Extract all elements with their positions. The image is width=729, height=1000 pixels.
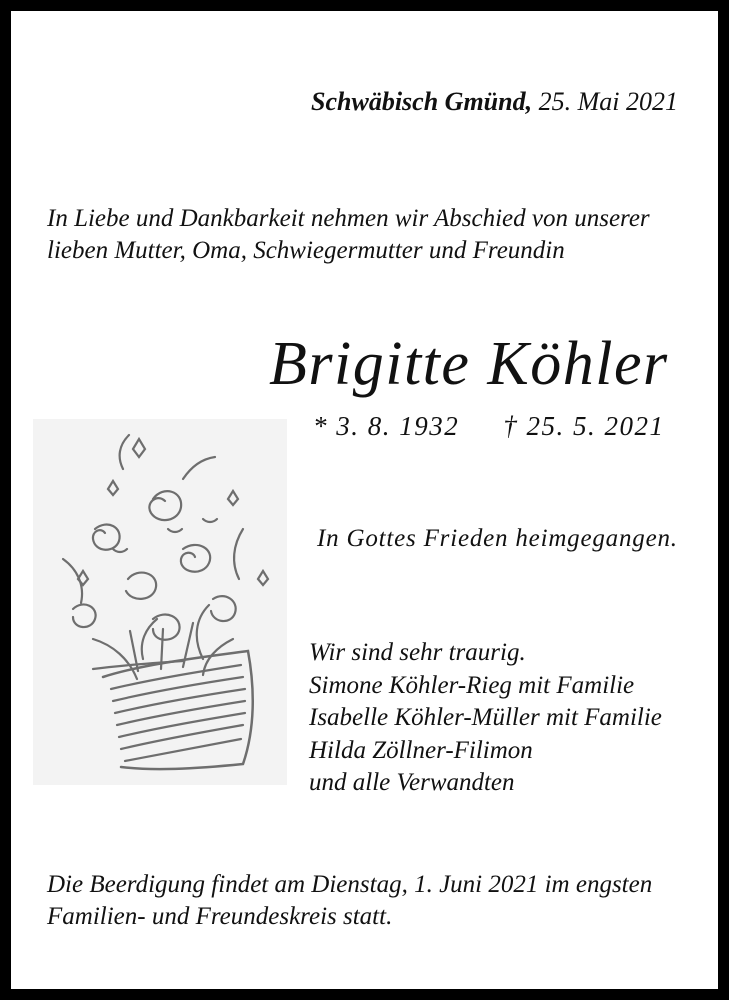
mourner-line: und alle Verwandten — [309, 769, 515, 796]
intro-line: In Liebe und Dankbarkeit nehmen wir Abschied von unserer — [47, 205, 650, 232]
mourner-line: Hilda Zöllner-Filimon — [309, 736, 533, 764]
place: Schwäbisch Gmünd, — [311, 87, 533, 116]
birth-date: * 3. 8. 1932 — [313, 411, 460, 441]
date: 25. Mai 2021 — [538, 87, 678, 116]
place-date-line — [311, 87, 678, 117]
mourners-list — [309, 637, 662, 800]
mourner-line: Isabelle Köhler-Müller mit Familie — [309, 704, 662, 731]
intro-text — [47, 203, 717, 267]
sketch-background — [33, 419, 287, 785]
deceased-name: Brigitte Köhler — [269, 330, 669, 398]
funeral-line: Familien- und Freundeskreis statt. — [47, 903, 393, 930]
mourner-line: Simone Köhler-Rieg mit Familie — [309, 671, 635, 699]
funeral-line: Die Beerdigung findet am Dienstag, 1. Juni 2021 im engsten — [47, 871, 653, 898]
mourner-line: Wir sind sehr traurig. — [309, 639, 526, 666]
funeral-notice — [47, 869, 652, 933]
life-dates — [313, 411, 665, 442]
intro-line: lieben Mutter, Oma, Schwiegermutter und Freundin — [47, 237, 565, 264]
flower-bouquet-sketch-icon — [33, 419, 287, 785]
death-date: † 25. 5. 2021 — [503, 411, 665, 441]
quote: In Gottes Frieden heimgegangen. — [317, 525, 678, 552]
